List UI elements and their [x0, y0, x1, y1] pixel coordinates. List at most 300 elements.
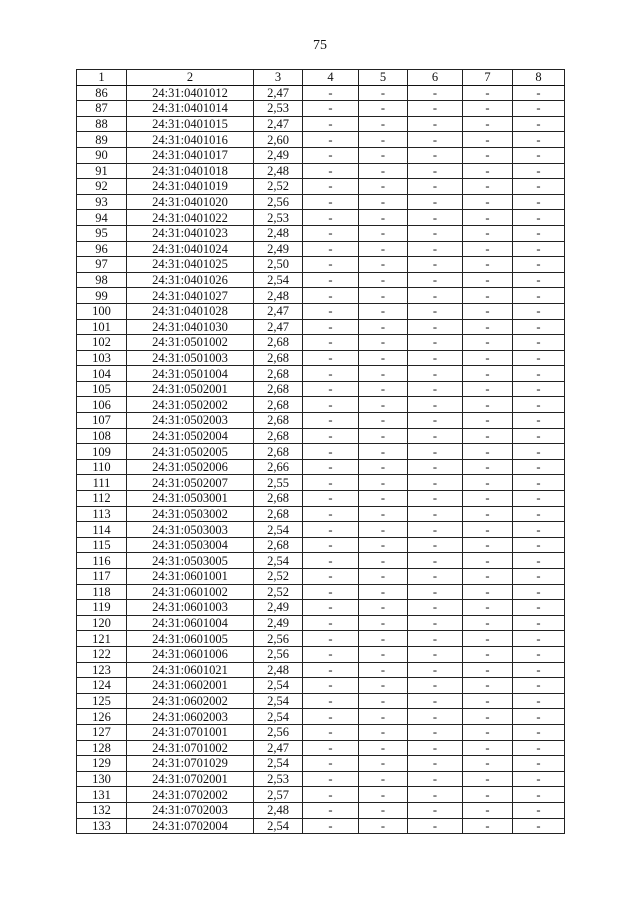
table-cell: -: [408, 646, 463, 662]
table-cell: -: [463, 506, 513, 522]
table-cell: 2,54: [254, 522, 303, 538]
table-cell: 94: [77, 210, 127, 226]
table-cell: 24:31:0401018: [127, 163, 254, 179]
table-cell: -: [359, 631, 408, 647]
table-cell: -: [463, 272, 513, 288]
table-cell: -: [463, 257, 513, 273]
table-cell: 2,68: [254, 506, 303, 522]
table-row: [77, 303, 565, 319]
table-cell: -: [303, 646, 359, 662]
table-cell: -: [359, 428, 408, 444]
table-cell: 2,68: [254, 537, 303, 553]
table-cell: -: [303, 179, 359, 195]
table-cell: -: [359, 662, 408, 678]
table-row: [77, 756, 565, 772]
table-cell: 24:31:0702004: [127, 818, 254, 834]
table-cell: 2,54: [254, 272, 303, 288]
table-cell: 109: [77, 444, 127, 460]
table-cell: -: [513, 693, 565, 709]
table-cell: -: [303, 444, 359, 460]
table-cell: -: [359, 771, 408, 787]
table-row: [77, 724, 565, 740]
table-row: [77, 802, 565, 818]
table-cell: -: [359, 553, 408, 569]
table-cell: -: [303, 116, 359, 132]
table-cell: -: [513, 615, 565, 631]
table-cell: 2,56: [254, 631, 303, 647]
table-cell: 2,55: [254, 475, 303, 491]
table-row: [77, 116, 565, 132]
table-cell: 2,49: [254, 615, 303, 631]
table-cell: 24:31:0503004: [127, 537, 254, 553]
table-cell: 24:31:0702002: [127, 787, 254, 803]
table-cell: 24:31:0503005: [127, 553, 254, 569]
table-cell: -: [463, 335, 513, 351]
table-cell: -: [513, 179, 565, 195]
table-cell: 90: [77, 147, 127, 163]
table-cell: -: [408, 366, 463, 382]
table-cell: 100: [77, 303, 127, 319]
table-cell: -: [408, 600, 463, 616]
table-cell: -: [463, 662, 513, 678]
table-cell: 2,48: [254, 802, 303, 818]
table-cell: -: [463, 366, 513, 382]
table-cell: -: [463, 491, 513, 507]
table-cell: 2,54: [254, 553, 303, 569]
table-cell: -: [408, 802, 463, 818]
table-cell: -: [513, 491, 565, 507]
table-cell: -: [408, 381, 463, 397]
table-cell: -: [408, 241, 463, 257]
table-row: [77, 646, 565, 662]
table-cell: 2,48: [254, 288, 303, 304]
table-row: [77, 397, 565, 413]
table-row: [77, 350, 565, 366]
table-cell: -: [303, 553, 359, 569]
table-cell: -: [513, 818, 565, 834]
table-cell: -: [359, 646, 408, 662]
table-cell: -: [513, 740, 565, 756]
table-cell: 24:31:0701001: [127, 724, 254, 740]
table-row: [77, 147, 565, 163]
table-row: [77, 522, 565, 538]
table-cell: -: [408, 787, 463, 803]
table-cell: 2,66: [254, 459, 303, 475]
table-cell: -: [303, 225, 359, 241]
table-cell: -: [463, 631, 513, 647]
table-cell: 24:31:0601002: [127, 584, 254, 600]
table-cell: 2,50: [254, 257, 303, 273]
table-cell: -: [408, 428, 463, 444]
table-cell: -: [303, 522, 359, 538]
data-table: [76, 69, 565, 834]
table-cell: 95: [77, 225, 127, 241]
table-cell: -: [359, 584, 408, 600]
page-number: 75: [313, 38, 327, 53]
table-cell: -: [408, 771, 463, 787]
table-cell: 24:31:0401012: [127, 85, 254, 101]
table-cell: -: [303, 303, 359, 319]
table-cell: 24:31:0401016: [127, 132, 254, 148]
column-header: 5: [359, 70, 408, 86]
table-cell: 117: [77, 569, 127, 585]
table-cell: 24:31:0601006: [127, 646, 254, 662]
table-row: [77, 85, 565, 101]
column-header: 7: [463, 70, 513, 86]
table-cell: 24:31:0601004: [127, 615, 254, 631]
table-cell: -: [303, 662, 359, 678]
table-cell: -: [359, 194, 408, 210]
table-row: [77, 101, 565, 117]
table-cell: 133: [77, 818, 127, 834]
table-row: [77, 740, 565, 756]
table-cell: -: [463, 194, 513, 210]
table-cell: -: [303, 615, 359, 631]
table-cell: -: [513, 350, 565, 366]
table-cell: -: [463, 428, 513, 444]
table-cell: -: [303, 802, 359, 818]
table-cell: 93: [77, 194, 127, 210]
table-cell: -: [513, 787, 565, 803]
table-row: [77, 366, 565, 382]
table-cell: 24:31:0502005: [127, 444, 254, 460]
table-row: [77, 288, 565, 304]
table-cell: -: [513, 537, 565, 553]
table-cell: -: [359, 522, 408, 538]
table-cell: -: [303, 693, 359, 709]
table-row: [77, 491, 565, 507]
table-cell: -: [359, 101, 408, 117]
table-row: [77, 163, 565, 179]
table-cell: -: [408, 693, 463, 709]
table-cell: -: [303, 257, 359, 273]
table-cell: -: [359, 678, 408, 694]
table-cell: -: [513, 288, 565, 304]
table-cell: -: [359, 787, 408, 803]
table-cell: -: [463, 163, 513, 179]
table-cell: -: [513, 319, 565, 335]
table-cell: -: [303, 600, 359, 616]
table-cell: 2,53: [254, 771, 303, 787]
table-cell: 2,49: [254, 241, 303, 257]
table-cell: -: [463, 225, 513, 241]
table-cell: -: [359, 397, 408, 413]
table-cell: 97: [77, 257, 127, 273]
column-header: 2: [127, 70, 254, 86]
table-cell: -: [359, 257, 408, 273]
table-cell: -: [463, 615, 513, 631]
table-cell: 2,56: [254, 194, 303, 210]
table-cell: 2,53: [254, 210, 303, 226]
table-cell: 24:31:0401026: [127, 272, 254, 288]
table-cell: 24:31:0503003: [127, 522, 254, 538]
table-cell: 24:31:0503001: [127, 491, 254, 507]
table-cell: -: [359, 802, 408, 818]
table-cell: -: [408, 101, 463, 117]
table-cell: -: [463, 818, 513, 834]
table-cell: -: [463, 709, 513, 725]
table-cell: 2,68: [254, 335, 303, 351]
table-cell: -: [513, 225, 565, 241]
table-cell: -: [359, 537, 408, 553]
table-cell: 88: [77, 116, 127, 132]
table-cell: 24:31:0503002: [127, 506, 254, 522]
table-cell: -: [408, 678, 463, 694]
table-cell: -: [513, 771, 565, 787]
table-cell: -: [408, 459, 463, 475]
table-cell: -: [408, 584, 463, 600]
table-cell: -: [463, 101, 513, 117]
table-cell: -: [463, 646, 513, 662]
table-cell: 86: [77, 85, 127, 101]
table-cell: -: [359, 693, 408, 709]
table-cell: -: [303, 584, 359, 600]
table-cell: -: [463, 522, 513, 538]
table-row: [77, 319, 565, 335]
table-cell: 24:31:0602003: [127, 709, 254, 725]
table-cell: -: [359, 303, 408, 319]
table-row: [77, 662, 565, 678]
table-cell: -: [513, 272, 565, 288]
table-cell: -: [463, 444, 513, 460]
table-cell: -: [463, 116, 513, 132]
table-cell: -: [408, 194, 463, 210]
table-cell: -: [303, 631, 359, 647]
table-cell: -: [303, 381, 359, 397]
table-cell: 2,49: [254, 600, 303, 616]
table-cell: -: [359, 116, 408, 132]
table-cell: -: [303, 194, 359, 210]
table-cell: 123: [77, 662, 127, 678]
table-cell: 24:31:0701029: [127, 756, 254, 772]
table-row: [77, 693, 565, 709]
table-cell: -: [408, 506, 463, 522]
table-cell: -: [408, 491, 463, 507]
table-row: [77, 818, 565, 834]
table-cell: 2,54: [254, 818, 303, 834]
table-cell: -: [513, 724, 565, 740]
table-cell: -: [359, 210, 408, 226]
table-cell: -: [359, 319, 408, 335]
table-cell: 2,68: [254, 397, 303, 413]
table-cell: 2,47: [254, 116, 303, 132]
table-row: [77, 257, 565, 273]
table-cell: 24:31:0602002: [127, 693, 254, 709]
table-cell: 24:31:0401020: [127, 194, 254, 210]
table-cell: -: [408, 756, 463, 772]
table-cell: -: [359, 600, 408, 616]
table-cell: -: [513, 413, 565, 429]
table-cell: -: [408, 569, 463, 585]
table-cell: -: [513, 241, 565, 257]
table-cell: -: [359, 179, 408, 195]
table-cell: -: [359, 335, 408, 351]
table-cell: -: [513, 662, 565, 678]
table-cell: 2,48: [254, 662, 303, 678]
table-cell: 101: [77, 319, 127, 335]
table-cell: -: [303, 413, 359, 429]
table-row: [77, 241, 565, 257]
table-cell: 2,60: [254, 132, 303, 148]
table-cell: 91: [77, 163, 127, 179]
table-cell: -: [303, 709, 359, 725]
table-cell: -: [513, 522, 565, 538]
table-row: [77, 569, 565, 585]
table-cell: -: [463, 475, 513, 491]
table-cell: -: [359, 459, 408, 475]
table-row: [77, 475, 565, 491]
table-cell: 24:31:0701002: [127, 740, 254, 756]
table-cell: -: [359, 272, 408, 288]
table-cell: -: [408, 179, 463, 195]
table-cell: 99: [77, 288, 127, 304]
table-cell: -: [463, 771, 513, 787]
table-row: [77, 335, 565, 351]
table-cell: -: [408, 116, 463, 132]
table-row: [77, 600, 565, 616]
table-cell: -: [359, 147, 408, 163]
table-cell: -: [513, 475, 565, 491]
column-header: 1: [77, 70, 127, 86]
table-cell: 24:31:0601005: [127, 631, 254, 647]
table-cell: -: [303, 459, 359, 475]
table-cell: 108: [77, 428, 127, 444]
table-cell: -: [408, 631, 463, 647]
table-cell: -: [463, 584, 513, 600]
table-row: [77, 194, 565, 210]
table-cell: -: [463, 319, 513, 335]
table-cell: -: [463, 693, 513, 709]
table-cell: 24:31:0401019: [127, 179, 254, 195]
table-cell: -: [359, 740, 408, 756]
table-cell: -: [303, 724, 359, 740]
table-row: [77, 413, 565, 429]
table-cell: -: [303, 335, 359, 351]
table-cell: -: [408, 553, 463, 569]
table-cell: -: [408, 132, 463, 148]
table-cell: -: [408, 272, 463, 288]
table-cell: -: [513, 210, 565, 226]
table-cell: -: [513, 257, 565, 273]
table-cell: -: [359, 163, 408, 179]
table-cell: 2,54: [254, 678, 303, 694]
column-header: 4: [303, 70, 359, 86]
table-cell: 114: [77, 522, 127, 538]
table-cell: 2,68: [254, 428, 303, 444]
table-cell: -: [463, 569, 513, 585]
table-cell: -: [463, 756, 513, 772]
table-cell: -: [303, 366, 359, 382]
table-cell: -: [408, 257, 463, 273]
table-cell: 104: [77, 366, 127, 382]
table-cell: 2,68: [254, 366, 303, 382]
table-cell: -: [359, 709, 408, 725]
table-row: [77, 553, 565, 569]
table-cell: -: [463, 288, 513, 304]
table-cell: -: [359, 615, 408, 631]
table-cell: -: [513, 444, 565, 460]
table-cell: 24:31:0401024: [127, 241, 254, 257]
table-cell: 24:31:0401028: [127, 303, 254, 319]
table-cell: 24:31:0702003: [127, 802, 254, 818]
table-row: [77, 787, 565, 803]
table-cell: -: [513, 569, 565, 585]
table-cell: 131: [77, 787, 127, 803]
header-row: [77, 70, 565, 86]
table-cell: -: [463, 802, 513, 818]
table-cell: 24:31:0401014: [127, 101, 254, 117]
table-cell: 2,68: [254, 381, 303, 397]
table-row: [77, 771, 565, 787]
table-cell: 2,47: [254, 303, 303, 319]
table-cell: -: [359, 350, 408, 366]
table-cell: -: [408, 303, 463, 319]
table-cell: 24:31:0401027: [127, 288, 254, 304]
table-cell: 24:31:0502003: [127, 413, 254, 429]
table-cell: -: [303, 241, 359, 257]
table-cell: -: [303, 85, 359, 101]
table-cell: -: [359, 475, 408, 491]
table-cell: -: [359, 569, 408, 585]
table-row: [77, 615, 565, 631]
table-cell: 24:31:0401017: [127, 147, 254, 163]
table-row: [77, 459, 565, 475]
table-cell: 24:31:0401015: [127, 116, 254, 132]
table-cell: -: [408, 397, 463, 413]
table-cell: -: [408, 163, 463, 179]
table-row: [77, 709, 565, 725]
table-cell: -: [359, 241, 408, 257]
table-cell: 2,56: [254, 724, 303, 740]
table-cell: -: [303, 350, 359, 366]
table-cell: 2,54: [254, 693, 303, 709]
table-cell: -: [359, 85, 408, 101]
table-row: [77, 584, 565, 600]
table-cell: -: [303, 740, 359, 756]
table-cell: -: [408, 335, 463, 351]
table-cell: 24:31:0501003: [127, 350, 254, 366]
table-cell: 107: [77, 413, 127, 429]
table-cell: -: [303, 288, 359, 304]
table-cell: 24:31:0401022: [127, 210, 254, 226]
table-cell: -: [463, 537, 513, 553]
table-cell: -: [408, 444, 463, 460]
table-cell: 2,49: [254, 147, 303, 163]
table-cell: 24:31:0401023: [127, 225, 254, 241]
table-cell: -: [513, 553, 565, 569]
table-cell: -: [463, 413, 513, 429]
table-cell: 122: [77, 646, 127, 662]
table-cell: 115: [77, 537, 127, 553]
table-cell: -: [303, 210, 359, 226]
table-cell: -: [359, 444, 408, 460]
table-cell: 24:31:0401030: [127, 319, 254, 335]
table-cell: -: [359, 506, 408, 522]
table-cell: -: [513, 116, 565, 132]
table-row: [77, 381, 565, 397]
table-row: [77, 225, 565, 241]
table-row: [77, 428, 565, 444]
table-cell: 129: [77, 756, 127, 772]
table-cell: -: [359, 724, 408, 740]
table-cell: -: [303, 132, 359, 148]
table-cell: 24:31:0502002: [127, 397, 254, 413]
table-cell: -: [408, 85, 463, 101]
table-cell: 116: [77, 553, 127, 569]
table-cell: -: [359, 225, 408, 241]
table-cell: -: [463, 147, 513, 163]
table-cell: 106: [77, 397, 127, 413]
